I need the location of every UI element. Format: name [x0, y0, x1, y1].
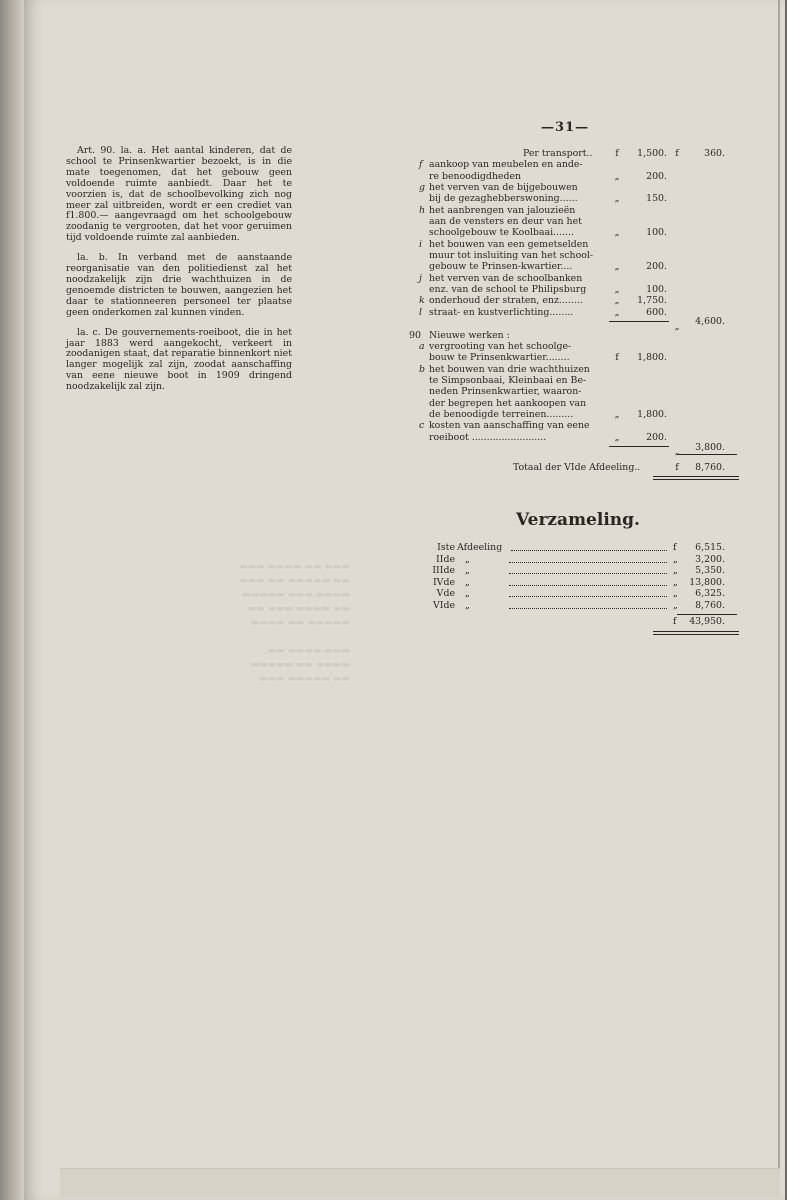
left-column-text [66, 146, 292, 402]
item-row [419, 205, 741, 216]
new-item-row [419, 386, 741, 397]
verzameling-title: Verzameling. [516, 510, 640, 530]
item-row [419, 159, 741, 170]
item-quote: „ [614, 170, 620, 182]
verz-afdeeling-name: IIIde [432, 565, 455, 577]
new-item-amount: 1,800. [637, 352, 667, 364]
verzameling-table [419, 542, 741, 633]
verzameling-row [419, 542, 741, 554]
total-double-rule [653, 476, 739, 480]
item-text-line: aankoop van meubelen en ande- [429, 159, 583, 171]
page-right-edge [778, 0, 780, 1170]
item-row [419, 261, 741, 272]
item-letter: l [419, 306, 422, 318]
verz-afdeeling-name: IVde [432, 576, 455, 588]
subtotal-2-rule [609, 446, 669, 447]
item-amount: 1,750. [637, 295, 667, 307]
item-text-line: het verven van de schoolbanken [429, 272, 583, 284]
new-item-row [419, 409, 741, 420]
verz-quote: „ [673, 576, 678, 588]
items-list [419, 159, 741, 318]
item-amount: 100. [646, 284, 667, 296]
grand-total-double-rule [653, 631, 739, 635]
new-item-text-line: te Simpsonbaai, Kleinbaai en Be- [429, 374, 587, 386]
budget-table [409, 148, 741, 478]
leader-dots [509, 600, 667, 609]
item-letter: k [419, 295, 425, 307]
subtotal-2-row [419, 441, 741, 457]
new-item-row [419, 364, 741, 375]
item-text-line: straat- en kustverlichting........ [429, 306, 574, 318]
total-amount: 8,760. [695, 462, 725, 474]
new-item-text-line: het bouwen van drie wachthuizen [429, 363, 590, 375]
item-quote: „ [614, 227, 620, 239]
verz-afdeeling-suffix: Afdeeling [457, 542, 503, 553]
item-row [419, 284, 741, 295]
new-item-amount: 1,800. [637, 408, 667, 420]
item-row [419, 239, 741, 250]
item-row [419, 171, 741, 182]
verz-amount: 8,760. [695, 599, 725, 611]
leader-dots [509, 565, 667, 574]
item-letter: j [419, 272, 422, 284]
total-label: Totaal der VIde Afdeeling.. [513, 462, 641, 474]
item-row [419, 273, 741, 284]
transport-amount-1: 1,500. [637, 148, 667, 159]
item-amount: 600. [646, 306, 667, 318]
item-text-line: onderhoud der straten, enz........ [429, 295, 583, 307]
paragraph-art-90-b: la. b. In verband met de aanstaande reorganisatie van den politiedienst zal het noodzakelijk zijn drie wachthuizen in de genoemde districten te bouwen, aangezien het daar te stationneeren personeel ter plaatse geen onderkomen zal kunnen vinden. [66, 252, 292, 318]
new-item-quote: „ [614, 431, 620, 443]
verz-afdeeling-suffix: „ [465, 588, 470, 600]
item-row [419, 193, 741, 204]
verz-sum-rule [677, 614, 737, 615]
item-row [419, 295, 741, 306]
verz-amount: 3,200. [695, 553, 725, 565]
verz-amount: 6,515. [695, 542, 725, 553]
item-letter: i [419, 238, 422, 250]
subtotal-2-amount: 3,800. [695, 441, 725, 453]
verzameling-row [419, 600, 741, 612]
item-text-line: muur tot insluiting van het school- [429, 250, 594, 262]
verz-amount: 5,350. [695, 565, 725, 577]
grand-total-row [419, 616, 741, 629]
subtotal-1-quote: „ [674, 321, 680, 333]
new-item-row [419, 341, 741, 352]
new-item-text-line: roeiboot ......................... [429, 431, 547, 443]
item-row [419, 216, 741, 227]
page-binding-edge [0, 0, 24, 1200]
verz-quote: „ [673, 599, 678, 611]
item-text-line: enz. van de school te Philipsburg [429, 284, 587, 296]
verz-amount: 13,800. [689, 576, 725, 588]
new-works-heading: Nieuwe werken : [429, 329, 510, 341]
new-item-letter: c [419, 420, 425, 432]
spacer [419, 454, 741, 458]
item-letter: h [419, 204, 426, 216]
verzameling-rows [419, 542, 741, 612]
verz-afdeeling-name: Vde [436, 588, 455, 600]
leader-dots [509, 554, 667, 563]
verz-afdeeling-name: VIde [432, 599, 455, 611]
bleed-through-texture: ▬▬▬ ▬▬ ▬▬▬▬ ▬▬▬ ▬▬ ▬▬▬▬▬ ▬▬ ▬▬▬ ▬▬▬▬ ▬▬▬ ▬▬▬▬▬ ▬▬ ▬▬▬▬ ▬▬▬ ▬▬ ▬▬▬▬▬ ▬▬ ▬▬▬▬ ▬▬▬ ▬▬▬▬ ▬▬ ▬▬▬▬ ▬▬ ▬▬▬▬▬ ▬▬ ▬▬▬▬▬ ▬▬▬ [239, 562, 350, 684]
paragraph-art-90-c: la. c. De gouvernements-roeiboot, die in het jaar 1883 werd aangekocht, verkeert in zoodanigen staat, dat reparatie binnenkort niet langer mogelijk zal zijn, zoodat aanschaffing van eene nieuwe boot in 1909 dringend noodzakelijk zal zijn. [66, 326, 292, 393]
item-row [419, 250, 741, 261]
verz-afdeeling-suffix: „ [465, 576, 470, 588]
transport-currency-1: f [615, 148, 619, 159]
new-item-text-line: neden Prinsenkwartier, waaron- [429, 386, 582, 398]
item-text-line: het bouwen van een gemetselden [429, 238, 589, 250]
transport-amount-2: 360. [704, 148, 725, 159]
item-quote: „ [614, 193, 620, 205]
new-item-letter: b [419, 363, 426, 375]
item-letter: g [419, 182, 426, 194]
verz-quote: f [673, 542, 677, 553]
transport-label: Per transport.. [523, 148, 593, 159]
item-amount: 200. [646, 170, 667, 182]
item-amount: 100. [646, 227, 667, 239]
grand-total-amount: 43,950. [689, 615, 725, 627]
subtotal-1-amount: 4,600. [695, 316, 725, 328]
new-item-text-line: de benoodigde terreinen......... [429, 408, 574, 420]
subtotal-2-bottom-rule [677, 454, 737, 455]
verzameling-row [419, 554, 741, 566]
item-text-line: aan de vensters en deur van het [429, 216, 582, 228]
item-text-line: schoolgebouw te Koolbaai....... [429, 227, 574, 239]
transport-row [419, 148, 741, 159]
verz-afdeeling-suffix: „ [465, 553, 470, 565]
verz-quote: „ [673, 553, 678, 565]
item-text-line: het aanbrengen van jalouzieën [429, 204, 576, 216]
verz-afdeeling-suffix: „ [465, 565, 470, 577]
leader-dots [511, 542, 667, 551]
new-item-quote: „ [614, 408, 620, 420]
page-bottom-edge [60, 1168, 780, 1197]
verz-quote: „ [673, 565, 678, 577]
leader-dots [509, 577, 667, 586]
verzameling-row [419, 588, 741, 600]
subtotal-1-row [419, 316, 741, 333]
item-quote: „ [614, 306, 620, 318]
verz-afdeeling-name: Iste [437, 542, 455, 553]
item-quote: „ [614, 284, 620, 296]
item-text-line: gebouw te Prinsen-kwartier.... [429, 261, 573, 273]
total-currency: f [675, 462, 679, 474]
grand-total-currency: f [673, 615, 677, 627]
paragraph-art-90-a: Art. 90. la. a. Het aantal kinderen, dat de school te Prinsenkwartier bezoekt, is in die mate toegenomen, dat het gebouw geen voldoende ruimte aanbiedt. Daar het te voorzien is, dat de schoolbevolking zich nog meer zal uitbreiden, wordt er een crediet van f1.800.— aangevraagd om het schoolgebouw zoodanig te vergrooten, dat het voor geruimen tijd voldoende ruimte zal aanbieden. [66, 145, 292, 244]
new-item-text-line: bouw te Prinsenkwartier........ [429, 352, 570, 364]
verzameling-row [419, 565, 741, 577]
subtotal-rule [609, 321, 669, 322]
new-works-number: 90 [409, 329, 421, 341]
item-amount: 200. [646, 261, 667, 273]
new-item-row [419, 398, 741, 409]
item-row [419, 227, 741, 238]
item-row [419, 182, 741, 193]
new-item-text-line: vergrooting van het schoolge- [429, 340, 572, 352]
new-item-row [419, 420, 741, 431]
item-text-line: het verven van de bijgebouwen [429, 182, 578, 194]
new-works-heading-row [409, 329, 741, 341]
new-item-letter: a [419, 340, 425, 352]
item-letter: f [419, 159, 423, 171]
item-text-line: re benoodigdheden [429, 170, 522, 182]
new-item-amount: 200. [646, 431, 667, 443]
new-item-quote: f [615, 352, 619, 364]
verz-afdeeling-suffix: „ [465, 599, 470, 611]
item-quote: „ [614, 261, 620, 273]
new-item-text-line: kosten van aanschaffing van eene [429, 420, 590, 432]
verz-quote: „ [673, 588, 678, 600]
new-item-text-line: der begrepen het aankoopen van [429, 397, 587, 409]
page-number: —31— [541, 120, 590, 135]
item-text-line: bij de gezaghebberswoning...... [429, 193, 578, 205]
new-item-row [419, 352, 741, 363]
item-quote: „ [614, 295, 620, 307]
new-item-row [419, 375, 741, 386]
new-items-list [419, 341, 741, 443]
verzameling-row [419, 577, 741, 589]
verz-amount: 6,325. [695, 588, 725, 600]
transport-currency-2: f [675, 148, 679, 159]
subtotal-2-quote: „ [674, 445, 680, 457]
leader-dots [509, 588, 667, 597]
verz-afdeeling-name: IIde [436, 553, 455, 565]
item-amount: 150. [646, 193, 667, 205]
